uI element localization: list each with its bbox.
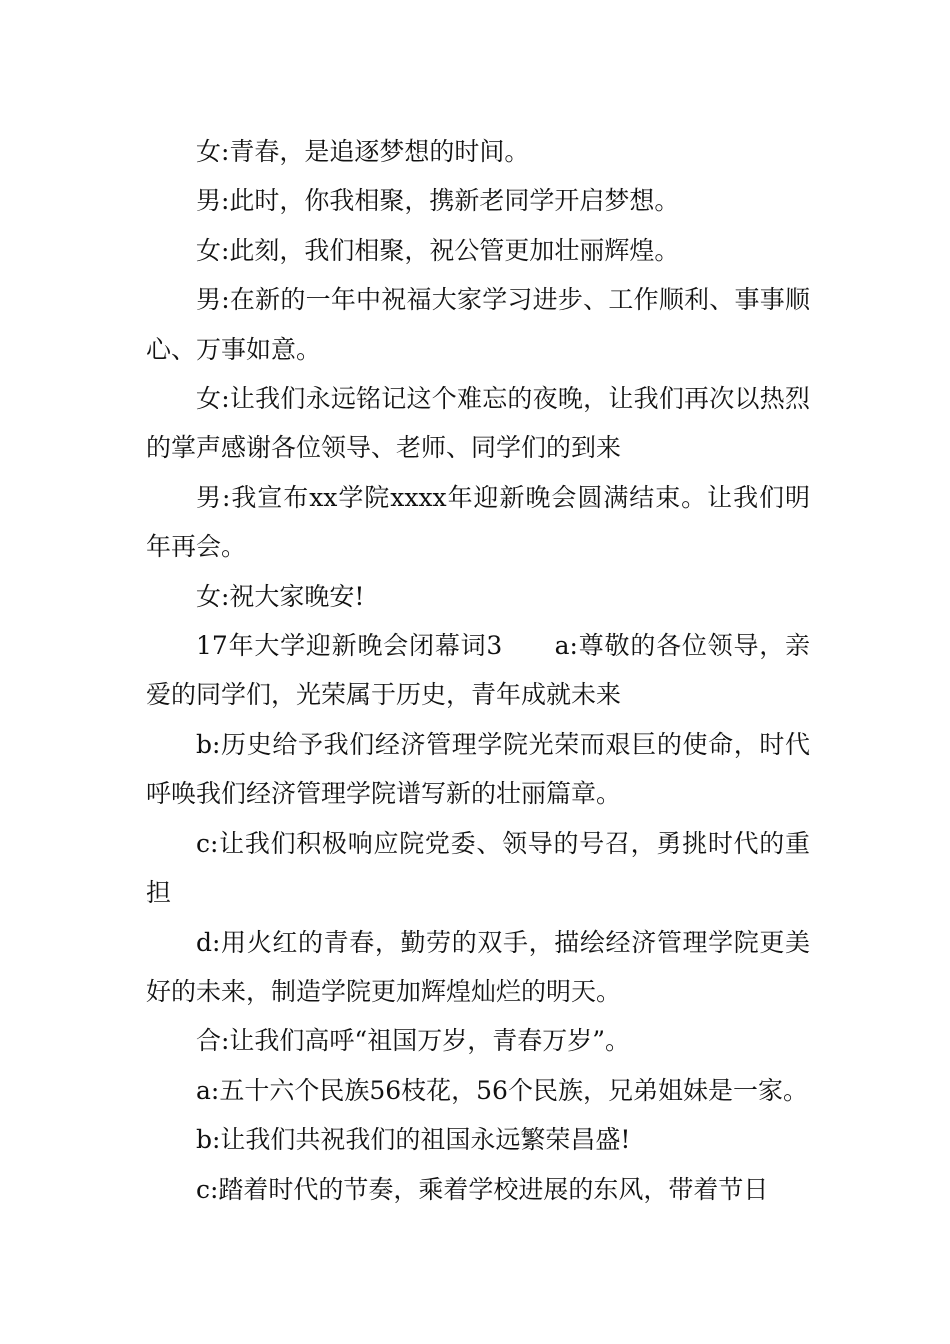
paragraph-12: 合:让我们高呼“祖国万岁，青春万岁”。	[196, 1026, 630, 1056]
paragraph-10: c:让我们积极响应院党委、领导的号召，勇挑时代的重担	[146, 828, 810, 908]
paragraph-15: c:踏着时代的节奏，乘着学校进展的东风，带着节日	[196, 1174, 769, 1204]
paragraph-5: 女:让我们永远铭记这个难忘的夜晚，让我们再次以热烈的掌声感谢各位领导、老师、同学们的到来	[146, 384, 810, 463]
paragraph-9: b:历史给予我们经济管理学院光荣而艰巨的使命，时代呼唤我们经济管理学院谱写新的壮丽篇章。	[146, 729, 810, 809]
paragraph-6: 男:我宣布xx学院xxxx年迎新晚会圆满结束。让我们明年再会。	[146, 482, 810, 562]
paragraph-2: 男:此时，你我相聚，携新老同学开启梦想。	[196, 186, 680, 216]
paragraph-1: 女:青春，是追逐梦想的时间。	[196, 137, 530, 166]
paragraph-14: b:让我们共祝我们的祖国永远繁荣昌盛!	[196, 1125, 631, 1155]
paragraph-11: d:用火红的青春，勤劳的双手，描绘经济管理学院更美好的未来，制造学院更加辉煌灿烂的明天。	[146, 927, 810, 1006]
document-body	[146, 127, 810, 1214]
paragraph-13: a:五十六个民族56枝花，56个民族，兄弟姐妹是一家。	[196, 1075, 808, 1105]
paragraph-3: 女:此刻，我们相聚，祝公管更加壮丽辉煌。	[196, 235, 680, 265]
paragraph-7: 女:祝大家晚安!	[196, 581, 365, 611]
paragraph-4: 男:在新的一年中祝福大家学习进步、工作顺利、事事顺心、万事如意。	[146, 285, 810, 364]
paragraph-8: 17年大学迎新晚会闭幕词3 a:尊敬的各位领导，亲爱的同学们，光荣属于历史，青年成就未来	[146, 631, 810, 710]
